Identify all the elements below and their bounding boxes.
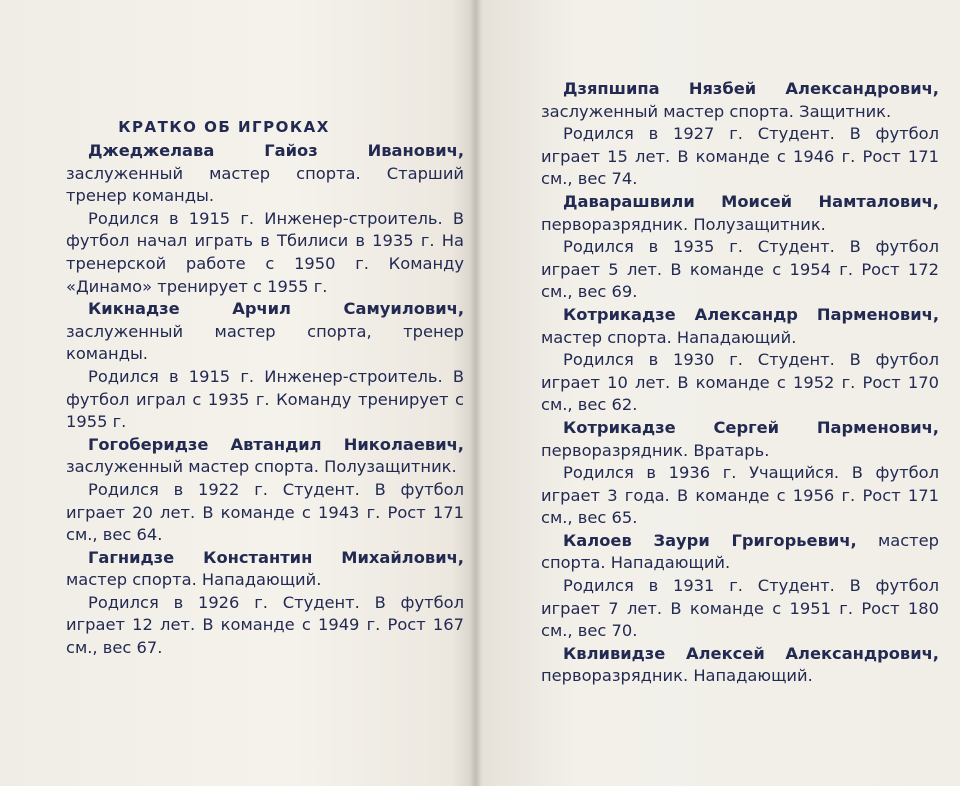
player-role: заслуженный мастер спорта. Старший тренер команды. <box>66 163 464 206</box>
player-name: Квливидзе Алексей Александрович, <box>563 643 939 663</box>
player-name: Гогоберидзе Автандил Николаевич, <box>88 434 464 454</box>
player-role: мастер спорта. Нападающий. <box>66 570 322 590</box>
player-name: Дзяпшипа Нязбей Александрович, <box>563 79 939 98</box>
player-header <box>541 304 939 349</box>
player-bio: Родился в 1926 г. Студент. В футбол играет 12 лет. В команде с 1949 г. Рост 167 см., вес 67. <box>66 592 464 658</box>
player-bio: Родился в 1935 г. Студент. В футбол играет 5 лет. В команде с 1954 г. Рост 172 см., вес 69. <box>541 237 939 302</box>
player-name: Даварашвили Моисей Намталович, <box>563 191 939 211</box>
player-header <box>66 298 464 366</box>
player-role: заслуженный мастер спорта. Полузащитник. <box>66 457 457 477</box>
player-name: Калоев Заури Григорьевич, <box>563 530 857 550</box>
left-entries <box>66 140 464 660</box>
player-name: Гагнидзе Константин Михайлович, <box>88 547 464 567</box>
player-role: мастер спорта. Нападающий. <box>541 530 939 573</box>
player-header <box>541 417 939 462</box>
player-bio: Родился в 1915 г. Инженер-строитель. В футбол начал играть в Тбилиси в 1935 г. На тренерской работе с 1950 г. Команду «Динамо» тренирует с 1955 г. <box>66 208 464 296</box>
player-bio: Родился в 1922 г. Студент. В футбол играет 20 лет. В команде с 1943 г. Рост 171 см., вес 64. <box>66 479 464 545</box>
player-role: заслуженный мастер спорта, тренер команды. <box>66 321 464 364</box>
section-title: КРАТКО ОБ ИГРОКАХ <box>118 118 330 136</box>
player-bio: Родился в 1915 г. Инженер-строитель. В футбол играл с 1935 г. Команду тренирует с 1955 г. <box>66 366 464 432</box>
player-name: Котрикадзе Александр Парменович, <box>563 304 939 324</box>
player-header <box>541 191 939 236</box>
player-role: перворазрядник. Вратарь. <box>541 440 770 460</box>
player-header <box>66 547 464 592</box>
player-bio: Родился в 1931 г. Студент. В футбол играет 7 лет. В команде с 1951 г. Рост 180 см., вес 70. <box>541 576 939 641</box>
player-header <box>541 78 939 123</box>
right-page <box>541 0 939 786</box>
player-name: Котрикадзе Сергей Парменович, <box>563 417 939 437</box>
page-fold <box>470 0 482 786</box>
player-bio: Родился в 1927 г. Студент. В футбол играет 15 лет. В команде с 1946 г. Рост 171 см., вес 74. <box>541 124 939 189</box>
player-role: заслуженный мастер спорта. Защитник. <box>541 101 892 121</box>
player-role: перворазрядник. Нападающий. <box>541 666 813 686</box>
right-entries <box>541 78 939 688</box>
player-name: Джеджелава Гайоз Иванович, <box>88 141 464 160</box>
player-bio: Родился в 1936 г. Учащийся. В футбол играет 3 года. В команде с 1956 г. Рост 171 см., вес 65. <box>541 463 939 528</box>
player-name: Кикнадзе Арчил Самуилович, <box>88 299 464 319</box>
player-role: перворазрядник. Полузащитник. <box>541 214 826 234</box>
player-header <box>66 140 464 208</box>
player-header <box>541 643 939 688</box>
player-header <box>66 434 464 479</box>
player-bio: Родился в 1930 г. Студент. В футбол играет 10 лет. В команде с 1952 г. Рост 170 см., вес 62. <box>541 350 939 415</box>
left-page <box>66 0 464 786</box>
player-role: мастер спорта. Нападающий. <box>541 327 797 347</box>
player-header <box>541 530 939 575</box>
